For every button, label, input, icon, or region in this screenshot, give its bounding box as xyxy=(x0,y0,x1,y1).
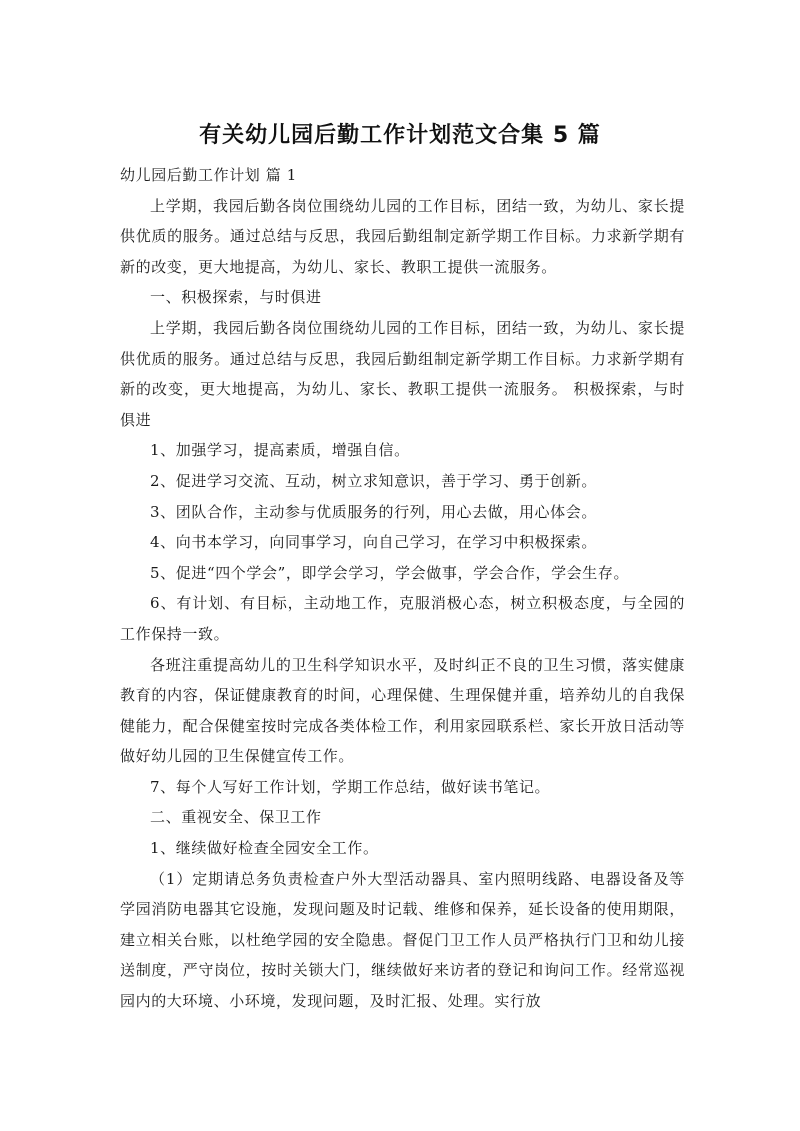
paragraph: 上学期，我园后勤各岗位围绕幼儿园的工作目标，团结一致，为幼儿、家长提供优质的服务。通过总结与反思，我园后勤组制定新学期工作目标。力求新学期有新的改变，更大地提高，为幼儿、家长、教职工提供一流服务。 积极探索，与时俱进 xyxy=(120,318,685,429)
paragraph: 2、促进学习交流、互动，树立求知意识，善于学习、勇于创新。 xyxy=(150,471,597,490)
paragraph: 7、每个人写好工作计划，学期工作总结，做好读书笔记。 xyxy=(150,777,551,796)
paragraph: 5、促进“四个学会”，即学会学习，学会做事，学会合作，学会生存。 xyxy=(150,563,630,582)
section-subtitle: 幼儿园后勤工作计划 篇 1 xyxy=(120,166,297,184)
document-title: 有关幼儿园后勤工作计划范文合集 5 篇 xyxy=(199,123,601,148)
paragraph: 3、团队合作，主动参与优质服务的行列，用心去做，用心体会。 xyxy=(150,502,597,521)
paragraph: 一、积极探索，与时俱进 xyxy=(150,288,322,307)
paragraph: 1、继续做好检查全园安全工作。 xyxy=(150,839,379,858)
paragraph: （1）定期请总务负责检查户外大型活动器具、室内照明线路、电器设备及等学园消防电器其它设施，发现问题及时记载、维修和保养，延长设备的使用期限，建立相关台账，以杜绝学园的安全隐患。督促门卫工作人员严格执行门卫和幼儿接送制度，严守岗位，按时关锁大门，继续做好来访者的登记和询问工作。经常巡视园内的大环境、小环境，发现问题，及时汇报、处理。实行放 xyxy=(120,869,685,1011)
paragraph: 二、重视安全、保卫工作 xyxy=(150,808,322,827)
paragraph: 上学期，我园后勤各岗位围绕幼儿园的工作目标，团结一致，为幼儿、家长提供优质的服务。通过总结与反思，我园后勤组制定新学期工作目标。力求新学期有新的改变，更大地提高，为幼儿、家长、教职工提供一流服务。 xyxy=(120,196,685,276)
paragraph: 4、向书本学习，向同事学习，向自己学习，在学习中积极探索。 xyxy=(150,533,597,552)
paragraph: 各班注重提高幼儿的卫生科学知识水平，及时纠正不良的卫生习惯，落实健康教育的内容，保证健康教育的时间，心理保健、生理保健并重，培养幼儿的自我保健能力，配合保健室按时完成各类体检工作，利用家园联系栏、家长开放日活动等做好幼儿园的卫生保健宣传工作。 xyxy=(120,655,685,766)
document-body xyxy=(120,160,685,1017)
paragraph: 6、有计划、有目标，主动地工作，克服消极心态，树立积极态度，与全园的工作保持一致。 xyxy=(120,594,685,643)
paragraph: 1、加强学习，提高素质，增强自信。 xyxy=(150,441,410,460)
